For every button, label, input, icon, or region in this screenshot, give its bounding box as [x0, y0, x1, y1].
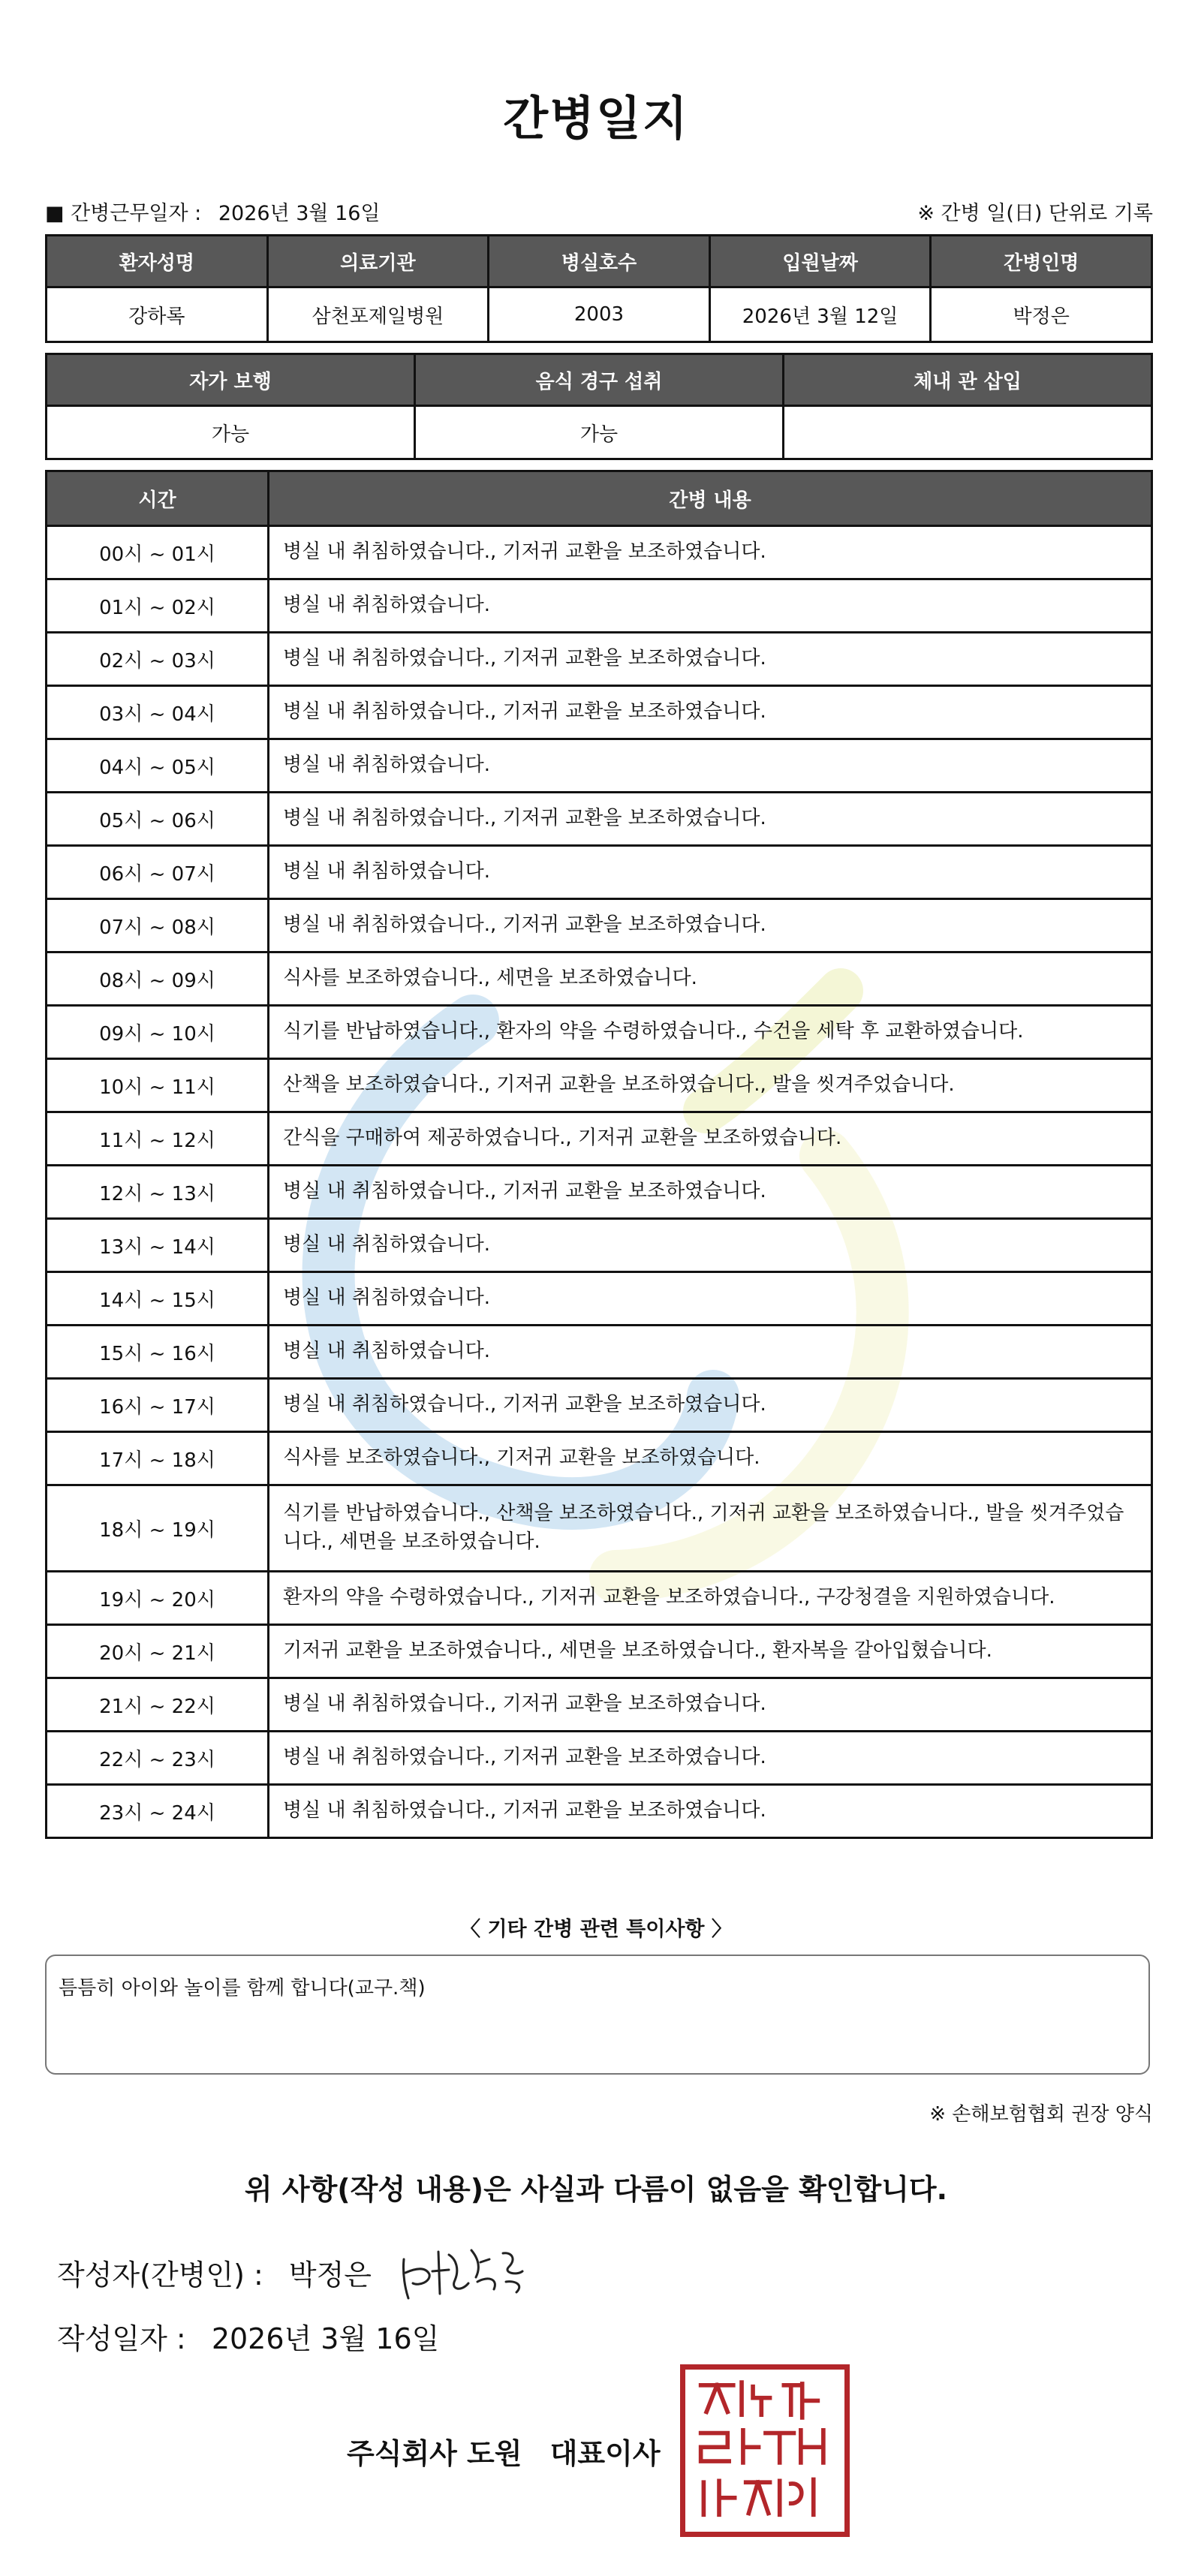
care-content: 기저귀 교환을 보조하였습니다., 세면을 보조하였습니다., 환자복을 갈아입혔습니다. [269, 1625, 1152, 1678]
care-time: 03시 ~ 04시 [47, 686, 269, 739]
care-content: 병실 내 취침하였습니다. [269, 1272, 1152, 1326]
care-row [47, 1379, 1152, 1432]
header-room-number: 병실호수 [489, 236, 710, 287]
care-time: 20시 ~ 21시 [47, 1625, 269, 1678]
patient-ability-table [45, 353, 1153, 460]
care-content: 병실 내 취침하였습니다., 기저귀 교환을 보조하였습니다. [269, 633, 1152, 686]
admission-date: 2026년 3월 12일 [709, 287, 931, 342]
form-source-note: ※ 손해보험협회 권장 양식 [929, 2103, 1153, 2126]
tube-insertion-value [784, 406, 1152, 459]
care-row [47, 1166, 1152, 1219]
care-content: 식기를 반납하였습니다., 산책을 보조하였습니다., 기저귀 교환을 보조하였습니다., 발을 씻겨주었습니다., 세면을 보조하였습니다. [269, 1485, 1152, 1572]
care-content: 병실 내 취침하였습니다., 기저귀 교환을 보조하였습니다. [269, 1379, 1152, 1432]
care-row [47, 1785, 1152, 1838]
care-time: 18시 ~ 19시 [47, 1485, 269, 1572]
record-unit-note: ※ 간병 일(日) 단위로 기록 [917, 202, 1153, 225]
care-row [47, 1625, 1152, 1678]
care-row [47, 1485, 1152, 1572]
header-care-content: 간병 내용 [269, 471, 1152, 526]
care-time: 05시 ~ 06시 [47, 793, 269, 846]
written-date-line [57, 2316, 439, 2357]
writer-line [57, 2252, 372, 2293]
care-time: 13시 ~ 14시 [47, 1219, 269, 1272]
self-walking-value: 가능 [47, 406, 415, 459]
care-row [47, 686, 1152, 739]
care-row [47, 1326, 1152, 1379]
care-content: 식사를 보조하였습니다., 기저귀 교환을 보조하였습니다. [269, 1432, 1152, 1485]
special-notes-box: 틈틈히 아이와 놀이를 함께 합니다(교구.책) [45, 1955, 1150, 2075]
care-time: 01시 ~ 02시 [47, 579, 269, 633]
writer-name: 박정은 [288, 2259, 372, 2292]
patient-info-value-row [47, 287, 1152, 342]
care-content: 병실 내 취침하였습니다. [269, 739, 1152, 793]
care-row [47, 1219, 1152, 1272]
care-time: 12시 ~ 13시 [47, 1166, 269, 1219]
care-content: 병실 내 취침하였습니다., 기저귀 교환을 보조하였습니다. [269, 1785, 1152, 1838]
caregiver-name: 박정은 [931, 287, 1152, 342]
care-content: 간식을 구매하여 제공하였습니다., 기저귀 교환을 보조하였습니다. [269, 1112, 1152, 1166]
care-row [47, 579, 1152, 633]
care-row [47, 793, 1152, 846]
care-time: 10시 ~ 11시 [47, 1059, 269, 1112]
header-time: 시간 [47, 471, 269, 526]
care-time: 09시 ~ 10시 [47, 1006, 269, 1059]
care-content: 병실 내 취침하였습니다., 기저귀 교환을 보조하였습니다. [269, 686, 1152, 739]
care-content: 병실 내 취침하였습니다. [269, 1326, 1152, 1379]
company-signature-line [347, 2430, 661, 2472]
care-time: 06시 ~ 07시 [47, 846, 269, 899]
care-content: 병실 내 취침하였습니다., 기저귀 교환을 보조하였습니다. [269, 526, 1152, 579]
care-time: 15시 ~ 16시 [47, 1326, 269, 1379]
care-content: 환자의 약을 수령하였습니다., 기저귀 교환을 보조하였습니다., 구강청결을 지원하였습니다. [269, 1572, 1152, 1625]
care-row [47, 846, 1152, 899]
duty-date-label: ■ 간병근무일자 : [45, 202, 202, 225]
care-time: 17시 ~ 18시 [47, 1432, 269, 1485]
care-row [47, 1112, 1152, 1166]
patient-info-header-row [47, 236, 1152, 287]
care-time: 16시 ~ 17시 [47, 1379, 269, 1432]
care-row [47, 1572, 1152, 1625]
care-row [47, 1059, 1152, 1112]
header-oral-intake: 음식 경구 섭취 [415, 354, 784, 406]
care-row [47, 899, 1152, 952]
care-row [47, 526, 1152, 579]
care-log-header-row [47, 471, 1152, 526]
header-tube-insertion: 체내 관 삽입 [784, 354, 1152, 406]
header-hospital: 의료기관 [267, 236, 489, 287]
care-time: 08시 ~ 09시 [47, 952, 269, 1006]
care-content: 병실 내 취침하였습니다. [269, 579, 1152, 633]
company-name: 주식회사 도원 [347, 2437, 522, 2470]
special-notes-title: 〈 기타 간병 관련 특이사항 〉 [460, 1918, 732, 1941]
ability-value-row [47, 406, 1152, 459]
care-content: 병실 내 취침하였습니다., 기저귀 교환을 보조하였습니다. [269, 1732, 1152, 1785]
written-date-label: 작성일자 : [57, 2322, 186, 2355]
care-time: 22시 ~ 23시 [47, 1732, 269, 1785]
duty-date-value: 2026년 3월 16일 [218, 202, 381, 225]
care-content: 산책을 보조하였습니다., 기저귀 교환을 보조하였습니다., 발을 씻겨주었습니다. [269, 1059, 1152, 1112]
care-content: 병실 내 취침하였습니다., 기저귀 교환을 보조하였습니다. [269, 1678, 1152, 1732]
care-row [47, 1272, 1152, 1326]
room-number: 2003 [489, 287, 710, 342]
care-content: 병실 내 취침하였습니다., 기저귀 교환을 보조하였습니다. [269, 899, 1152, 952]
care-row [47, 952, 1152, 1006]
patient-name: 강하록 [47, 287, 268, 342]
patient-info-table [45, 234, 1153, 343]
care-row [47, 739, 1152, 793]
care-time: 23시 ~ 24시 [47, 1785, 269, 1838]
care-row [47, 1732, 1152, 1785]
confirmation-statement: 위 사항(작성 내용)은 사실과 다름이 없음을 확인합니다. [244, 2173, 948, 2206]
care-row [47, 1432, 1152, 1485]
care-content: 병실 내 취침하였습니다. [269, 1219, 1152, 1272]
care-row [47, 633, 1152, 686]
header-patient-name: 환자성명 [47, 236, 268, 287]
ability-header-row [47, 354, 1152, 406]
care-time: 19시 ~ 20시 [47, 1572, 269, 1625]
care-log-table [45, 470, 1153, 1839]
care-row [47, 1678, 1152, 1732]
care-content: 식기를 반납하였습니다., 환자의 약을 수령하였습니다., 수건을 세탁 후 교환하였습니다. [269, 1006, 1152, 1059]
care-row [47, 1006, 1152, 1059]
handwritten-signature [396, 2237, 531, 2304]
care-time: 14시 ~ 15시 [47, 1272, 269, 1326]
company-role: 대표이사 [549, 2437, 661, 2470]
header-self-walking: 자가 보행 [47, 354, 415, 406]
care-time: 00시 ~ 01시 [47, 526, 269, 579]
care-time: 04시 ~ 05시 [47, 739, 269, 793]
hospital-name: 삼천포제일병원 [267, 287, 489, 342]
oral-intake-value: 가능 [415, 406, 784, 459]
care-content: 병실 내 취침하였습니다., 기저귀 교환을 보조하였습니다. [269, 1166, 1152, 1219]
care-time: 11시 ~ 12시 [47, 1112, 269, 1166]
header-admission-date: 입원날짜 [709, 236, 931, 287]
written-date-value: 2026년 3월 16일 [211, 2322, 440, 2355]
care-time: 21시 ~ 22시 [47, 1678, 269, 1732]
care-content: 병실 내 취침하였습니다., 기저귀 교환을 보조하였습니다. [269, 793, 1152, 846]
header-caregiver-name: 간병인명 [931, 236, 1152, 287]
care-content: 병실 내 취침하였습니다. [269, 846, 1152, 899]
writer-label: 작성자(간병인) : [57, 2259, 263, 2292]
duty-date-line [45, 197, 381, 226]
page-title: 간병일지 [503, 91, 689, 146]
company-seal-stamp [680, 2364, 850, 2537]
care-time: 02시 ~ 03시 [47, 633, 269, 686]
care-time: 07시 ~ 08시 [47, 899, 269, 952]
care-content: 식사를 보조하였습니다., 세면을 보조하였습니다. [269, 952, 1152, 1006]
